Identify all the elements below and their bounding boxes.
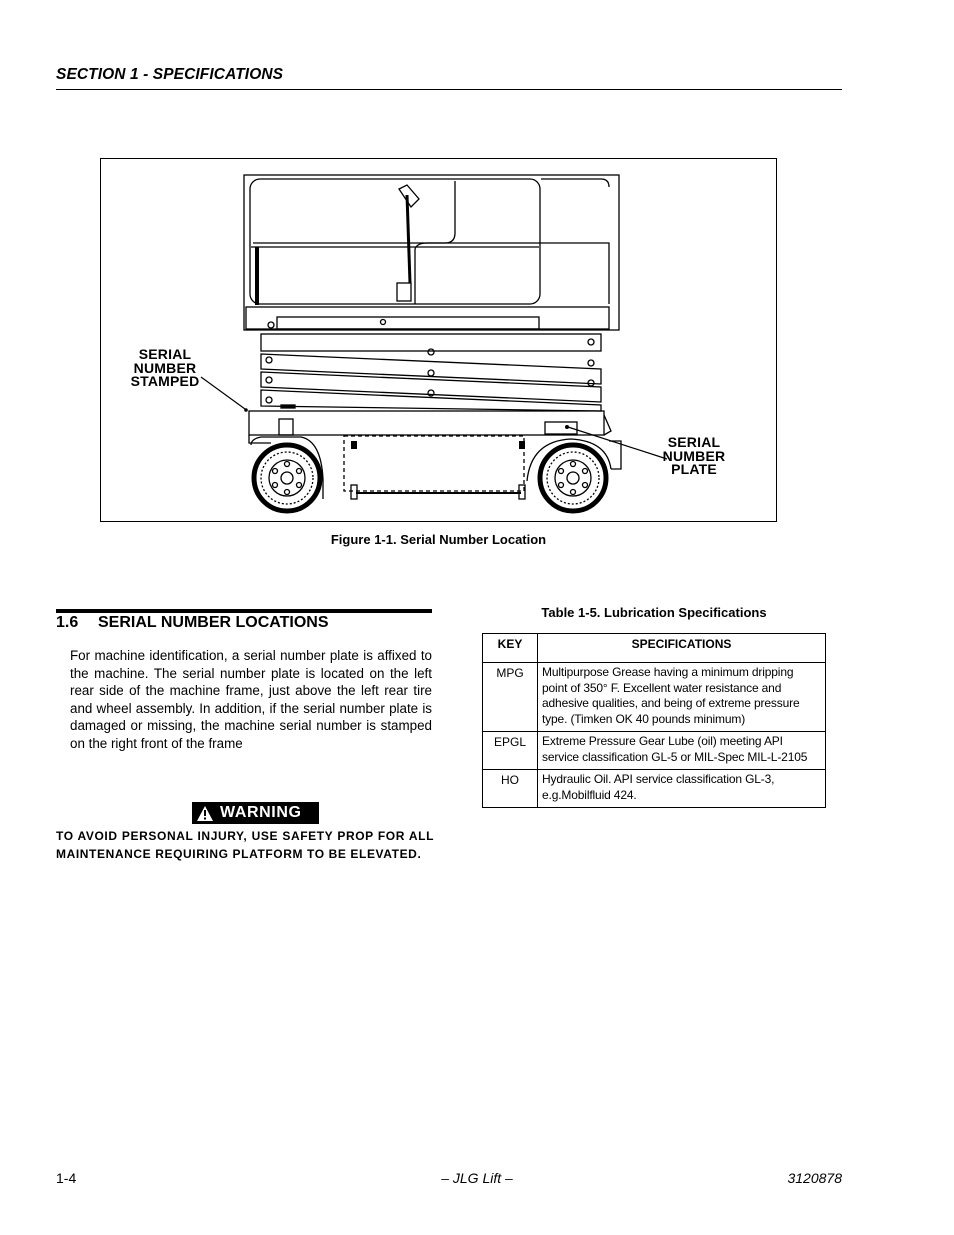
section-title: SERIAL NUMBER LOCATIONS: [98, 614, 329, 631]
warning-text: TO AVOID PERSONAL INJURY, USE SAFETY PROP FOR ALL MAINTENANCE REQUIRING PLATFORM TO BE ELEVATED.: [56, 829, 434, 861]
callout-stamped-line-2: NUMBER: [133, 359, 197, 376]
footer-brand: – JLG Lift –: [441, 1170, 513, 1186]
table-header-row: [483, 634, 826, 663]
section-heading: [56, 614, 329, 632]
row-spec: Hydraulic Oil. API service classification GL-3, e.g.Mobilfluid 424.: [538, 770, 826, 808]
row-key: EPGL: [483, 732, 538, 770]
callout-plate-line-1: SERIAL: [667, 434, 721, 450]
row-key: MPG: [483, 663, 538, 732]
callout-serial-number-stamped: [113, 348, 217, 389]
figure-serial-number-location: [100, 158, 777, 522]
callout-plate-line-3: PLATE: [671, 461, 717, 477]
callout-stamped-line-1: SERIAL: [138, 346, 192, 362]
document-number: 3120878: [787, 1170, 842, 1186]
lubrication-spec-table: [482, 633, 826, 808]
callout-serial-number-plate: [649, 436, 739, 477]
row-key: HO: [483, 770, 538, 808]
header-rule: [56, 89, 842, 90]
section-header: SECTION 1 - SPECIFICATIONS: [56, 66, 284, 83]
table-row: [483, 770, 826, 808]
section-rule: [56, 609, 432, 613]
table-title: Table 1-5. Lubrication Specifications: [541, 605, 767, 620]
section-number: 1.6: [56, 614, 79, 631]
row-spec: Extreme Pressure Gear Lube (oil) meeting API service classification GL-5 or MIL-Spec MIL-L-2105: [538, 732, 826, 770]
warning-triangle-icon: [196, 805, 214, 822]
callout-plate-line-2: NUMBER: [662, 447, 726, 464]
page-number: 1-4: [56, 1170, 77, 1186]
warning-badge: [192, 802, 319, 824]
figure-caption: Figure 1-1. Serial Number Location: [330, 532, 547, 547]
header-specifications: SPECIFICATIONS: [538, 634, 826, 663]
section-body-text: For machine identification, a serial number plate is affixed to the machine. The serial number plate is located on the left rear side of the machine frame, just above the left rear tire and wheel assembly. In addition, if the serial number plate is damaged or missing, the machine serial number is stamped on the right front of the frame: [70, 648, 432, 751]
warning-label: WARNING: [220, 804, 302, 821]
table-row: [483, 663, 826, 732]
callout-stamped-line-3: STAMPED: [130, 373, 200, 389]
row-spec: Multipurpose Grease having a minimum dripping point of 350° F. Excellent water resistance and adhesive qualities, and being of extreme pressure type. (Timken OK 40 pounds minimum): [538, 663, 826, 732]
header-key: KEY: [483, 634, 538, 663]
table-row: [483, 732, 826, 770]
